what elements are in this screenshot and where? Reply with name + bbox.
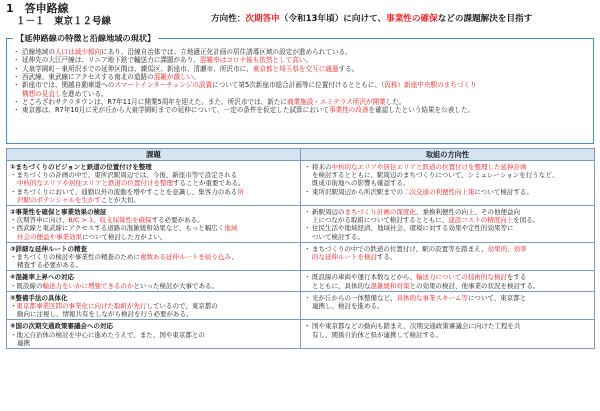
text-segment: 動向に注視し、情報共有をしながら検討を行う必要がある。 <box>17 310 193 319</box>
highlight-text: 混雑が激しい <box>153 73 194 82</box>
highlight-text: 次期答申 <box>245 14 280 24</box>
issue-cell <box>7 320 301 349</box>
highlight-text: 中核的なエリアや居住エリアと鉄道の位置付けを整理した延伸計画 <box>331 163 527 171</box>
text-segment: 精査する必要がある。 <box>17 261 82 270</box>
issue-line <box>10 331 297 339</box>
text-segment: をする <box>506 273 527 282</box>
text-segment: 既成市街地への影響も確認する。 <box>312 179 410 188</box>
feature-item <box>13 56 587 64</box>
issue-title: ③詳細な延伸ルートの精査 <box>10 244 88 253</box>
issue-line <box>10 196 297 204</box>
issue-line <box>10 224 297 232</box>
issue-line <box>10 282 297 290</box>
policy-direction <box>211 14 532 25</box>
text-segment: について、東京都と <box>468 293 527 302</box>
text-segment: 、乗換利便性の向上、その他便益向 <box>415 208 520 217</box>
highlight-text: 効果的、効率 <box>487 244 527 253</box>
column-header-issue: 課題 <box>7 149 301 161</box>
text-segment: 連携し、検討を進める。 <box>312 302 384 311</box>
text-segment: まちづくりの中での鉄道の位置付け、駅の設置等を踏まえ、 <box>312 244 488 253</box>
issue-line <box>10 179 297 187</box>
table-row <box>7 271 595 291</box>
highlight-text: スマートインターチェンジの設置 <box>114 81 213 90</box>
section-title: 1 答申路線 <box>6 2 69 15</box>
highlight-text: 輸送力をいかに増強できるのか <box>42 281 134 290</box>
text-segment: 、 <box>231 253 238 262</box>
bullet-mark: ・ <box>13 48 20 56</box>
direction-line <box>304 273 591 281</box>
direction-line <box>304 224 591 232</box>
bullet-mark: ・ <box>13 73 20 82</box>
text-segment: 国や東京都などの動向も踏まえ、次期交通政策審議会に向けた工程を共 <box>312 322 521 331</box>
text-segment: （令和13年頃）に向けて、 <box>279 14 387 24</box>
direction-line <box>304 163 591 171</box>
direction-line <box>304 245 591 253</box>
feature-item <box>13 65 587 73</box>
text-segment: 上につながる取組について検討するとともに、 <box>312 216 449 225</box>
text-segment: を図る。 <box>513 216 540 225</box>
bullet-mark: ・ <box>304 187 311 196</box>
text-segment: 光が丘からの一体整備など、 <box>312 293 397 302</box>
highlight-text: 複数ある延伸ルートを絞り込み <box>139 253 232 262</box>
column-header-direction: 取組の方向性 <box>301 149 595 161</box>
highlight-text: 仮称）新座中央駅のまちづくり <box>384 81 477 90</box>
text-segment: ・まちづくりの計画の中で、東所沢駅周辺では、今後、新座市等で設定される <box>10 171 238 180</box>
text-segment: ・まちづくりにおいて、通勤以外の流動を増やすことを意識し、集客力のある <box>10 187 238 196</box>
feature-item <box>13 106 587 114</box>
highlight-text: 地域 <box>224 224 238 233</box>
direction-cell <box>301 320 595 349</box>
text-segment: について検討する。 <box>474 187 533 196</box>
feature-item <box>13 81 587 89</box>
bullet-mark: ・ <box>13 64 20 73</box>
text-segment: する。 <box>338 64 359 73</box>
text-segment: 有し、関係自治体と県が連携して検討する。 <box>312 330 442 339</box>
direction-cell <box>301 242 595 271</box>
highlight-text: 混雑率はコロナ後も依然として高い <box>199 56 306 65</box>
issue-title: ②事業性を確保と事業効果の検証 <box>10 208 107 217</box>
text-segment: とともに、具体的な <box>312 281 371 290</box>
issue-cell <box>7 206 301 243</box>
text-segment: 大泉学園町－東所沢までの延伸区間は、練馬区、新座市、清瀬市、所沢市に、 <box>22 64 253 73</box>
highlight-text: 混雑緩和対策 <box>370 281 410 290</box>
highlight-text: 輸送力についての技術的な検討 <box>416 273 507 282</box>
highlight-text: 東京都事業区間の事業化に向けた取組が先行 <box>16 302 147 311</box>
text-segment: 既設線の車両や運行本数などから、 <box>312 273 416 282</box>
direction-line <box>304 233 591 241</box>
highlight-text: 二次交通の利便性向上策 <box>403 187 475 196</box>
highlight-text: 的な延伸ルートを検討 <box>312 253 377 262</box>
direction-line <box>304 179 591 187</box>
highlight-text: 事業性の改善 <box>329 106 369 115</box>
issue-line <box>10 233 297 241</box>
bullet-mark: ・ <box>304 163 311 171</box>
bullet-mark: ・ <box>304 208 311 217</box>
text-segment: 将来の <box>312 163 332 171</box>
text-segment: ・地元自治体の検討を中心に進めたうえで、また、国や東京都との <box>10 330 205 339</box>
highlight-text: 所 <box>237 187 244 196</box>
text-segment: 住民生活や地域経済、地域社会、環境に対する効果や定性的効果等に <box>312 224 514 233</box>
text-segment: ・まちづくりの検討や事業性の精査のために <box>10 253 140 262</box>
text-segment: ・西武線と東武線にアクセスする道路の混雑緩和効果など、もっと幅広く <box>10 224 225 233</box>
highlight-text: 事業性の確保 <box>386 14 438 24</box>
text-segment: 西武線、東武線にアクセスする南北の道路の <box>22 73 154 82</box>
direction-line <box>304 294 591 302</box>
highlight-text: 沢駅のポテンシャルを生かす <box>17 195 101 204</box>
highlight-text: まちづくり計画の深度化 <box>344 208 416 217</box>
text-segment: 。 <box>193 73 200 82</box>
direction-line <box>304 282 591 290</box>
issue-cell <box>7 271 301 291</box>
highlight-text: 建設コストの精度向上 <box>448 216 514 225</box>
text-segment: 新駅周辺の <box>312 208 345 217</box>
issue-line <box>10 310 297 318</box>
text-segment: といった検討が大事である。 <box>133 281 218 290</box>
issue-cell <box>7 291 301 320</box>
bullet-mark: ・ <box>304 273 311 282</box>
feature-item <box>13 90 587 98</box>
direction-line <box>304 302 591 310</box>
highlight-text: 人口は減少傾向 <box>54 48 102 56</box>
features-title: 【延伸路線の特徴と沿線地域の現状】 <box>13 32 158 44</box>
route-title: １－１ 東京１２号線 <box>16 16 112 27</box>
direction-cell <box>301 291 595 320</box>
issue-line <box>10 339 297 347</box>
issue-line <box>10 188 297 196</box>
text-segment: ・既設線の <box>10 281 43 290</box>
bullet-mark: ・ <box>13 98 20 107</box>
text-segment: ・次期答申に向け、 <box>10 216 69 225</box>
issue-line <box>10 261 297 269</box>
text-segment: 連携 <box>17 338 30 347</box>
direction-line <box>304 208 591 216</box>
text-segment: する。 <box>377 253 397 262</box>
text-segment: 新座市では、関越自動車道への <box>22 81 115 90</box>
text-segment: を検討するとともに、駅周辺のまちづくりについて、シミュレーションを行うなど、 <box>312 171 559 180</box>
issues-table <box>6 148 595 349</box>
direction-cell <box>301 271 595 291</box>
highlight-text: 中核的なエリアや居住エリアと鉄道の位置付けを整理 <box>17 179 173 188</box>
text-segment: する必要がある。 <box>151 216 204 225</box>
highlight-text: 東京都と埼玉県を交互に通過 <box>252 64 339 73</box>
text-segment: を進めている。 <box>61 89 108 98</box>
direction-line <box>304 253 591 261</box>
text-segment: しているので、東京都の <box>146 302 218 311</box>
issue-cell <box>7 242 301 271</box>
table-row <box>7 242 595 271</box>
text-segment: 東京都は、R7年10月に光が丘から大泉学園町までの延伸について、一定の条件を仮定した試算において <box>22 106 330 115</box>
issue-title: ⑤整備手法の具体化 <box>10 293 68 302</box>
text-segment: 沿線地域の <box>22 48 55 56</box>
bullet-mark: ・ <box>304 293 311 302</box>
text-segment: ついて検討する。 <box>312 232 364 241</box>
text-segment: 。 <box>305 56 312 65</box>
direction-cell <box>301 161 595 206</box>
table-row <box>7 291 595 320</box>
text-segment: との効果の検討、他事業の状況を検討する。 <box>409 281 540 290</box>
bullet-mark: ・ <box>304 244 311 253</box>
issue-title: ④混雑率上昇への対応 <box>10 273 75 282</box>
issue-cell <box>7 161 301 206</box>
text-segment: にあり、沿線自治体では、立地適正化計画の居住誘導区域の設定が進められている。 <box>101 48 352 56</box>
direction-line <box>304 188 591 196</box>
bullet-mark: ・ <box>13 81 20 90</box>
text-segment: について第5次新座市総合計画等に位置付けるとともに、（ <box>212 81 385 90</box>
highlight-text: B/C > 1、収支採算性を確保 <box>68 216 152 225</box>
bullet-mark: ・ <box>13 56 20 65</box>
table-row <box>7 320 595 349</box>
text-segment: 方向性： <box>211 14 246 24</box>
text-segment: ことが大切。 <box>100 195 140 204</box>
table-row <box>7 206 595 243</box>
text-segment: した。 <box>385 98 406 107</box>
bullet-mark: ・ <box>304 322 311 331</box>
highlight-text: 商業施設・エミテラス所沢が開業 <box>287 98 386 107</box>
direction-cell <box>301 206 595 243</box>
issue-title: ⑥国の次期交通政策審議会への対応 <box>10 322 114 331</box>
highlight-text: 社会の便益や事業効果 <box>17 232 82 241</box>
bullet-mark: ・ <box>13 106 20 115</box>
text-segment: 東所沢駅周辺から所沢駅までの <box>312 187 403 196</box>
bullet-mark: ・ <box>304 224 311 233</box>
issue-line <box>10 253 297 261</box>
text-segment: について検討した方がよい。 <box>82 232 167 241</box>
direction-line <box>304 331 591 339</box>
features-list <box>13 48 587 115</box>
direction-line <box>304 322 591 330</box>
issue-title: ①まちづくりのビジョンと鉄道の位置付けを整理 <box>10 163 152 171</box>
text-segment: ・ <box>10 302 17 311</box>
text-segment: することが重要である。 <box>173 179 245 188</box>
highlight-text: 具体的な事業スキーム等 <box>396 293 468 302</box>
text-segment: を確認したという結果を公表した。 <box>368 106 475 115</box>
table-row <box>7 161 595 206</box>
text-segment: 延伸先の大江戸線は、リニア地下鉄で輸送力に課題があり、 <box>22 56 200 65</box>
text-segment: ところざわサクラタウンは、R7年11月に開業5周年を迎えた。また、所沢市では、新たに <box>22 98 287 107</box>
features-box <box>6 33 594 144</box>
text-segment: などの課題解決を目指す <box>437 14 533 24</box>
highlight-text: 構想の見直し <box>22 89 62 98</box>
